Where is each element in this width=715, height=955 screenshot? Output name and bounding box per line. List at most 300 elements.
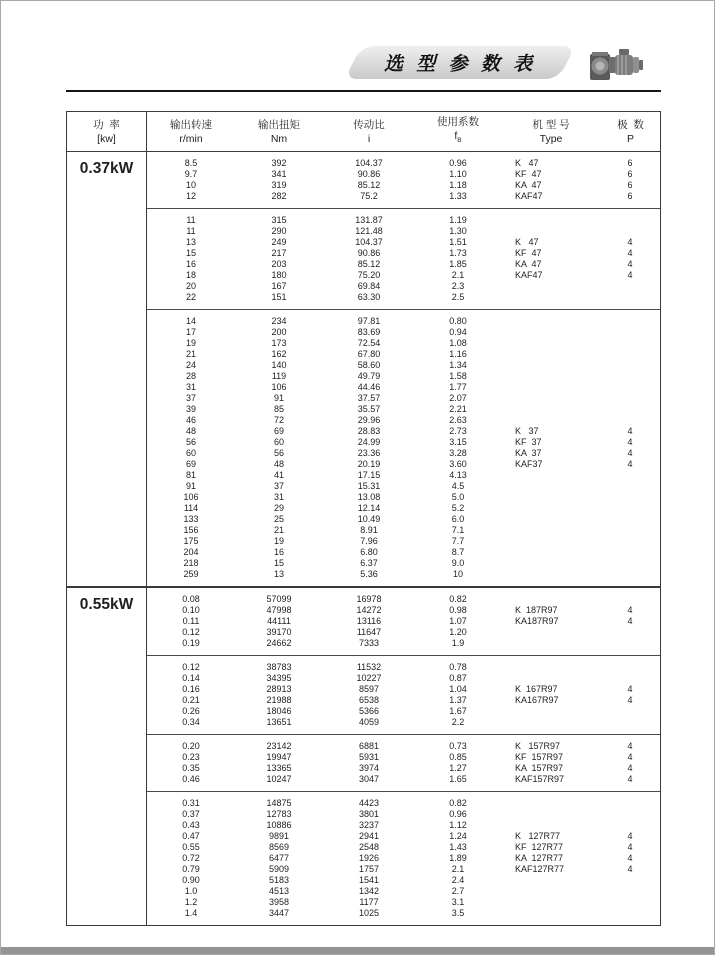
cell-ratio: 69.84 bbox=[357, 281, 381, 291]
cell-ratio: 29.96 bbox=[357, 415, 381, 425]
cell-torque: 21 bbox=[273, 525, 284, 535]
cell-torque: 31 bbox=[273, 492, 284, 502]
cell-ratio: 5366 bbox=[358, 706, 380, 716]
cell-type bbox=[501, 558, 601, 569]
cell-ratio: 90.86 bbox=[357, 169, 381, 179]
cell-poles: 4 bbox=[627, 752, 633, 762]
cell-torque: 24662 bbox=[266, 638, 292, 648]
cell-torque: 162 bbox=[271, 349, 287, 359]
cell-poles bbox=[601, 281, 659, 292]
cell-ratio: 17.15 bbox=[357, 470, 381, 480]
page-title: 选 型 参 数 表 bbox=[383, 54, 537, 75]
cell-speed: 11 bbox=[186, 215, 196, 225]
cell-poles bbox=[601, 820, 659, 831]
cell-factor: 0.82 bbox=[449, 798, 467, 808]
cell-factor: 2.21 bbox=[449, 404, 467, 414]
cell-speed: 60 bbox=[185, 448, 196, 458]
cell-speed: 114 bbox=[183, 503, 199, 513]
cell-speed: 16 bbox=[185, 259, 196, 269]
cell-ratio: 75.20 bbox=[357, 270, 381, 280]
cell-torque: 13 bbox=[273, 569, 284, 579]
cell-speed: 204 bbox=[183, 547, 199, 557]
table-row bbox=[147, 842, 660, 853]
cell-factor: 3.60 bbox=[449, 459, 467, 469]
cell-torque: 57099 bbox=[266, 594, 292, 604]
cell-ratio: 24.99 bbox=[357, 437, 381, 447]
cell-ratio: 83.69 bbox=[357, 327, 381, 337]
table-row bbox=[147, 349, 660, 360]
table-row bbox=[147, 270, 660, 281]
table-row bbox=[147, 259, 660, 270]
cell-torque: 10247 bbox=[266, 774, 292, 784]
cell-poles: 6 bbox=[627, 191, 633, 201]
cell-type bbox=[501, 706, 601, 717]
cell-poles bbox=[601, 536, 659, 547]
cell-speed: 133 bbox=[183, 514, 199, 524]
cell-torque: 29 bbox=[273, 503, 284, 513]
cell-torque: 249 bbox=[271, 237, 287, 247]
cell-speed: 0.47 bbox=[182, 831, 200, 841]
cell-ratio: 1541 bbox=[358, 875, 380, 885]
cell-type bbox=[501, 886, 601, 897]
cell-factor: 1.10 bbox=[449, 169, 467, 179]
cell-speed: 24 bbox=[185, 360, 196, 370]
header-rule bbox=[66, 90, 661, 92]
cell-poles: 4 bbox=[627, 270, 633, 280]
cell-torque: 10886 bbox=[266, 820, 292, 830]
cell-speed: 21 bbox=[185, 349, 196, 359]
cell-torque: 282 bbox=[271, 191, 287, 201]
cell-factor: 0.96 bbox=[449, 158, 467, 168]
cell-factor: 1.43 bbox=[449, 842, 467, 852]
table-row bbox=[147, 706, 660, 717]
cell-factor: 5.2 bbox=[451, 503, 465, 513]
cell-ratio: 5.36 bbox=[360, 569, 378, 579]
cell-type bbox=[501, 327, 601, 338]
cell-ratio: 11532 bbox=[356, 662, 382, 672]
cell-ratio: 85.12 bbox=[357, 180, 381, 190]
cell-factor: 8.7 bbox=[451, 547, 465, 557]
cell-type bbox=[501, 481, 601, 492]
cell-factor: 3.28 bbox=[449, 448, 467, 458]
cell-factor: 0.82 bbox=[449, 594, 467, 604]
cell-type: KA 47 bbox=[515, 180, 542, 190]
table-row bbox=[147, 831, 660, 842]
cell-type: K 187R97 bbox=[515, 605, 558, 615]
table-row bbox=[147, 437, 660, 448]
col-header-poles: 极 数 P bbox=[617, 118, 644, 145]
table-row bbox=[147, 741, 660, 752]
cell-poles bbox=[601, 525, 659, 536]
cell-factor: 1.67 bbox=[449, 706, 467, 716]
cell-poles bbox=[601, 371, 659, 382]
cell-torque: 91 bbox=[273, 393, 284, 403]
power-section bbox=[67, 586, 660, 925]
table-row bbox=[147, 638, 660, 649]
cell-type bbox=[501, 547, 601, 558]
table-row bbox=[147, 820, 660, 831]
cell-poles: 4 bbox=[627, 741, 633, 751]
cell-type: KA 127R77 bbox=[515, 853, 564, 863]
cell-speed: 0.12 bbox=[182, 662, 200, 672]
cell-type bbox=[501, 316, 601, 327]
cell-factor: 0.94 bbox=[449, 327, 467, 337]
cell-ratio: 44.46 bbox=[357, 382, 381, 392]
cell-poles bbox=[601, 798, 659, 809]
cell-factor: 3.5 bbox=[451, 908, 465, 918]
cell-ratio: 3047 bbox=[358, 774, 380, 784]
cell-speed: 0.79 bbox=[182, 864, 200, 874]
table-header bbox=[67, 112, 660, 152]
table-row bbox=[147, 316, 660, 327]
cell-factor: 1.24 bbox=[449, 831, 467, 841]
title-banner bbox=[344, 46, 576, 79]
cell-poles bbox=[601, 638, 659, 649]
cell-factor: 4.5 bbox=[451, 481, 465, 491]
cell-torque: 72 bbox=[273, 415, 284, 425]
ratio-block bbox=[147, 655, 660, 734]
cell-type: K 47 bbox=[515, 158, 539, 168]
cell-ratio: 37.57 bbox=[357, 393, 381, 403]
cell-poles bbox=[601, 338, 659, 349]
cell-torque: 38783 bbox=[266, 662, 292, 672]
cell-poles bbox=[601, 226, 659, 237]
cell-type bbox=[501, 349, 601, 360]
cell-poles bbox=[601, 215, 659, 226]
cell-torque: 119 bbox=[271, 371, 287, 381]
cell-factor: 0.96 bbox=[449, 809, 467, 819]
cell-torque: 13365 bbox=[266, 763, 292, 773]
cell-torque: 5909 bbox=[268, 864, 290, 874]
table-row bbox=[147, 569, 660, 580]
cell-type bbox=[501, 569, 601, 580]
table-row bbox=[147, 605, 660, 616]
cell-type bbox=[501, 382, 601, 393]
cell-torque: 13651 bbox=[266, 717, 292, 727]
table-row bbox=[147, 226, 660, 237]
cell-poles: 4 bbox=[627, 459, 633, 469]
cell-factor: 1.58 bbox=[449, 371, 467, 381]
cell-ratio: 10227 bbox=[356, 673, 382, 683]
cell-speed: 46 bbox=[185, 415, 196, 425]
cell-type bbox=[501, 594, 601, 605]
table-row bbox=[147, 695, 660, 706]
cell-torque: 319 bbox=[271, 180, 287, 190]
cell-torque: 19 bbox=[273, 536, 284, 546]
cell-speed: 175 bbox=[183, 536, 199, 546]
cell-factor: 3.1 bbox=[451, 897, 465, 907]
cell-speed: 106 bbox=[183, 492, 199, 502]
cell-poles bbox=[601, 627, 659, 638]
table-row bbox=[147, 426, 660, 437]
cell-ratio: 5931 bbox=[358, 752, 380, 762]
cell-ratio: 16978 bbox=[356, 594, 382, 604]
cell-ratio: 14272 bbox=[356, 605, 382, 615]
cell-type: KF 157R97 bbox=[515, 752, 564, 762]
cell-torque: 18046 bbox=[266, 706, 292, 716]
cell-type bbox=[501, 662, 601, 673]
cell-torque: 34395 bbox=[266, 673, 292, 683]
cell-ratio: 2548 bbox=[358, 842, 380, 852]
table-row bbox=[147, 809, 660, 820]
cell-type bbox=[501, 338, 601, 349]
cell-torque: 6477 bbox=[268, 853, 290, 863]
cell-poles: 4 bbox=[627, 259, 633, 269]
cell-ratio: 4423 bbox=[358, 798, 380, 808]
cell-factor: 2.5 bbox=[451, 292, 465, 302]
cell-factor: 10 bbox=[452, 569, 463, 579]
cell-type bbox=[501, 292, 601, 303]
table-row bbox=[147, 470, 660, 481]
cell-type bbox=[501, 627, 601, 638]
cell-speed: 28 bbox=[185, 371, 196, 381]
cell-speed: 1.4 bbox=[184, 908, 198, 918]
cell-torque: 5183 bbox=[268, 875, 290, 885]
cell-ratio: 13.08 bbox=[357, 492, 381, 502]
cell-poles: 4 bbox=[627, 831, 633, 841]
table-row bbox=[147, 594, 660, 605]
cell-ratio: 67.80 bbox=[357, 349, 381, 359]
cell-factor: 1.85 bbox=[449, 259, 467, 269]
cell-poles: 4 bbox=[627, 853, 633, 863]
cell-type bbox=[501, 809, 601, 820]
cell-poles bbox=[601, 360, 659, 371]
cell-factor: 1.20 bbox=[449, 627, 467, 637]
cell-torque: 234 bbox=[271, 316, 287, 326]
cell-speed: 13 bbox=[185, 237, 196, 247]
cell-ratio: 97.81 bbox=[357, 316, 381, 326]
table-row bbox=[147, 327, 660, 338]
cell-type bbox=[501, 875, 601, 886]
cell-ratio: 1177 bbox=[359, 897, 379, 907]
cell-torque: 3958 bbox=[268, 897, 290, 907]
cell-type bbox=[501, 503, 601, 514]
cell-speed: 0.21 bbox=[182, 695, 200, 705]
cell-type bbox=[501, 470, 601, 481]
cell-factor: 1.08 bbox=[449, 338, 467, 348]
col-header-type: 机 型 号 Type bbox=[532, 118, 570, 145]
table-row bbox=[147, 360, 660, 371]
cell-type: KF 47 bbox=[515, 169, 542, 179]
cell-torque: 200 bbox=[271, 327, 287, 337]
cell-type bbox=[501, 798, 601, 809]
table-row bbox=[147, 514, 660, 525]
table-row bbox=[147, 717, 660, 728]
cell-factor: 1.37 bbox=[449, 695, 467, 705]
cell-speed: 31 bbox=[185, 382, 196, 392]
cell-factor: 3.15 bbox=[449, 437, 467, 447]
cell-type: K 157R97 bbox=[515, 741, 561, 751]
cell-type bbox=[501, 371, 601, 382]
table-row bbox=[147, 371, 660, 382]
cell-factor: 2.2 bbox=[451, 717, 465, 727]
cell-poles: 6 bbox=[627, 158, 633, 168]
cell-speed: 0.23 bbox=[182, 752, 200, 762]
cell-speed: 259 bbox=[183, 569, 199, 579]
cell-ratio: 8597 bbox=[358, 684, 380, 694]
cell-torque: 47998 bbox=[266, 605, 292, 615]
table-row bbox=[147, 547, 660, 558]
cell-speed: 1.0 bbox=[184, 886, 198, 896]
table-row bbox=[147, 774, 660, 785]
ratio-block bbox=[147, 734, 660, 791]
cell-poles bbox=[601, 908, 659, 919]
cell-speed: 22 bbox=[185, 292, 196, 302]
cell-factor: 1.77 bbox=[449, 382, 467, 392]
table-row bbox=[147, 237, 660, 248]
table-row bbox=[147, 215, 660, 226]
cell-factor: 1.16 bbox=[449, 349, 467, 359]
table-row bbox=[147, 684, 660, 695]
cell-torque: 140 bbox=[271, 360, 287, 370]
cell-poles: 6 bbox=[627, 169, 633, 179]
cell-torque: 151 bbox=[271, 292, 287, 302]
cell-ratio: 12.14 bbox=[357, 503, 381, 513]
cell-type: KA187R97 bbox=[515, 616, 559, 626]
cell-factor: 7.1 bbox=[451, 525, 465, 535]
cell-type: KF 37 bbox=[515, 437, 542, 447]
ratio-block bbox=[147, 309, 660, 586]
cell-factor: 9.0 bbox=[451, 558, 465, 568]
cell-torque: 180 bbox=[271, 270, 287, 280]
cell-ratio: 85.12 bbox=[357, 259, 381, 269]
cell-type bbox=[501, 360, 601, 371]
cell-ratio: 20.19 bbox=[357, 459, 381, 469]
cell-type bbox=[501, 393, 601, 404]
cell-speed: 48 bbox=[185, 426, 196, 436]
table-row bbox=[147, 763, 660, 774]
cell-torque: 69 bbox=[273, 426, 284, 436]
cell-factor: 1.33 bbox=[449, 191, 467, 201]
table-row bbox=[147, 191, 660, 202]
table-row bbox=[147, 158, 660, 169]
cell-factor: 0.85 bbox=[449, 752, 467, 762]
cell-factor: 0.78 bbox=[449, 662, 467, 672]
table-row bbox=[147, 492, 660, 503]
cell-poles: 4 bbox=[627, 448, 633, 458]
cell-factor: 1.9 bbox=[451, 638, 465, 648]
table-row bbox=[147, 886, 660, 897]
cell-speed: 1.2 bbox=[184, 897, 198, 907]
cell-speed: 0.43 bbox=[182, 820, 200, 830]
cell-type: K 127R77 bbox=[515, 831, 561, 841]
cell-poles bbox=[601, 503, 659, 514]
cell-poles: 6 bbox=[627, 180, 633, 190]
cell-speed: 0.08 bbox=[182, 594, 200, 604]
cell-torque: 48 bbox=[273, 459, 284, 469]
cell-speed: 0.26 bbox=[182, 706, 200, 716]
cell-ratio: 8.91 bbox=[360, 525, 378, 535]
cell-torque: 39170 bbox=[266, 627, 292, 637]
cell-speed: 0.31 bbox=[182, 798, 200, 808]
cell-poles bbox=[601, 594, 659, 605]
cell-factor: 1.65 bbox=[449, 774, 467, 784]
cell-speed: 0.35 bbox=[182, 763, 200, 773]
cell-ratio: 6.37 bbox=[360, 558, 378, 568]
cell-torque: 217 bbox=[271, 248, 287, 258]
cell-torque: 16 bbox=[273, 547, 284, 557]
cell-type bbox=[501, 525, 601, 536]
table-row bbox=[147, 169, 660, 180]
cell-ratio: 1342 bbox=[358, 886, 380, 896]
cell-poles bbox=[601, 382, 659, 393]
cell-type bbox=[501, 215, 601, 226]
cell-type bbox=[501, 492, 601, 503]
cell-type: KF 47 bbox=[515, 248, 542, 258]
cell-type: KAF37 bbox=[515, 459, 543, 469]
col-header-ratio: 传动比 i bbox=[353, 118, 385, 145]
table-body bbox=[67, 152, 660, 925]
cell-ratio: 3801 bbox=[358, 809, 380, 819]
cell-type bbox=[501, 673, 601, 684]
page-bottom-edge bbox=[1, 947, 714, 954]
cell-factor: 2.3 bbox=[451, 281, 465, 291]
cell-poles bbox=[601, 809, 659, 820]
cell-poles bbox=[601, 875, 659, 886]
cell-poles bbox=[601, 717, 659, 728]
cell-torque: 4513 bbox=[268, 886, 290, 896]
cell-speed: 0.46 bbox=[182, 774, 200, 784]
cell-poles bbox=[601, 415, 659, 426]
table-row bbox=[147, 662, 660, 673]
selection-table bbox=[66, 111, 661, 926]
cell-torque: 56 bbox=[273, 448, 284, 458]
cell-speed: 9.7 bbox=[184, 169, 198, 179]
table-row bbox=[147, 536, 660, 547]
ratio-block bbox=[147, 588, 660, 655]
cell-ratio: 72.54 bbox=[357, 338, 381, 348]
cell-factor: 0.98 bbox=[449, 605, 467, 615]
cell-speed: 0.14 bbox=[182, 673, 200, 683]
cell-poles bbox=[601, 481, 659, 492]
cell-ratio: 1025 bbox=[358, 908, 380, 918]
cell-ratio: 15.31 bbox=[357, 481, 381, 491]
cell-poles bbox=[601, 886, 659, 897]
table-row bbox=[147, 558, 660, 569]
cell-type bbox=[501, 404, 601, 415]
cell-torque: 3447 bbox=[268, 908, 290, 918]
cell-speed: 156 bbox=[183, 525, 199, 535]
cell-type bbox=[501, 897, 601, 908]
cell-factor: 2.4 bbox=[451, 875, 465, 885]
cell-factor: 7.7 bbox=[451, 536, 465, 546]
table-row bbox=[147, 908, 660, 919]
cell-poles bbox=[601, 897, 659, 908]
cell-speed: 14 bbox=[185, 316, 196, 326]
cell-speed: 81 bbox=[185, 470, 196, 480]
table-row bbox=[147, 404, 660, 415]
cell-torque: 37 bbox=[273, 481, 284, 491]
table-row bbox=[147, 382, 660, 393]
cell-poles: 4 bbox=[627, 437, 633, 447]
cell-torque: 85 bbox=[273, 404, 284, 414]
cell-poles bbox=[601, 547, 659, 558]
cell-poles bbox=[601, 393, 659, 404]
cell-type bbox=[501, 820, 601, 831]
cell-poles bbox=[601, 316, 659, 327]
cell-speed: 0.34 bbox=[182, 717, 200, 727]
cell-ratio: 13116 bbox=[356, 616, 382, 626]
cell-speed: 0.11 bbox=[182, 616, 200, 626]
cell-poles bbox=[601, 662, 659, 673]
cell-ratio: 7.96 bbox=[360, 536, 378, 546]
cell-ratio: 23.36 bbox=[357, 448, 381, 458]
gearmotor-photo-icon bbox=[589, 45, 645, 85]
table-row bbox=[147, 503, 660, 514]
table-row bbox=[147, 627, 660, 638]
cell-type bbox=[501, 415, 601, 426]
cell-speed: 18 bbox=[185, 270, 196, 280]
